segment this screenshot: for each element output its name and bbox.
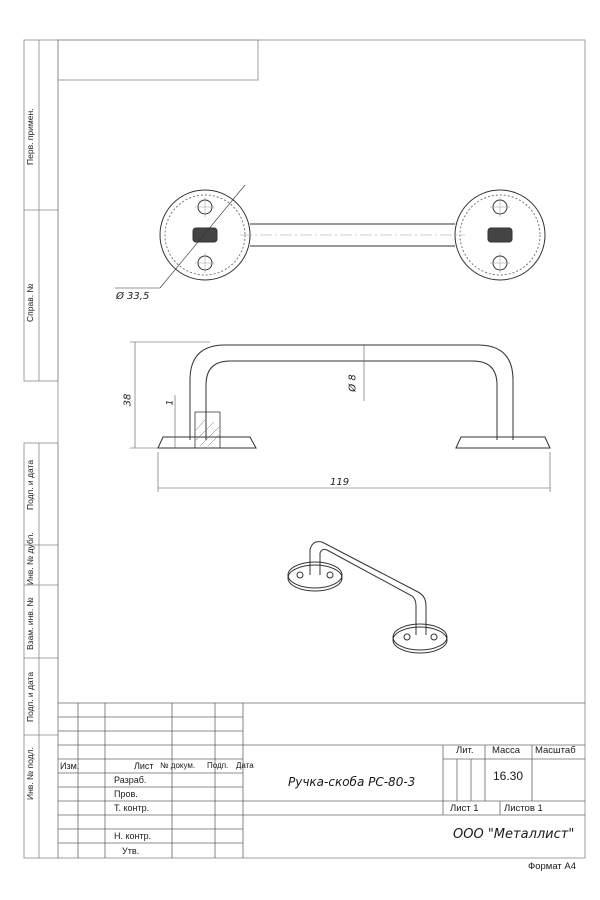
part-name: Ручка-скоба РС-80-3: [288, 775, 416, 789]
front-view: [130, 342, 550, 492]
row-razrab: Разраб.: [114, 775, 147, 785]
col-podp: Подп.: [207, 761, 229, 770]
mass-label: Масса: [492, 745, 521, 756]
stamp-inv-dubl: Инв. № дубл.: [25, 532, 35, 585]
col-data: Дата: [236, 761, 254, 770]
scale-label: Масштаб: [535, 745, 576, 756]
row-utv: Утв.: [122, 846, 140, 856]
stamp-podp-data-1: Подп. и дата: [25, 459, 35, 510]
stamp-vzam-inv: Взам. инв. №: [25, 597, 35, 650]
sheet-number: Лист 1: [450, 803, 479, 814]
row-n-kontr: Н. контр.: [114, 831, 152, 841]
col-list: Лист: [134, 761, 154, 771]
col-izm: Изм.: [60, 761, 80, 771]
row-prov: Пров.: [114, 789, 138, 799]
stamp-inv-podl: Инв. № подл.: [25, 747, 35, 800]
col-no-dokum: № докум.: [160, 761, 196, 770]
dim-length: 119: [330, 477, 350, 488]
dim-diameter: Ø 33,5: [116, 291, 150, 302]
frame-lines: [24, 40, 585, 858]
top-view: [115, 185, 545, 288]
row-t-kontr: Т. контр.: [114, 803, 150, 813]
mass-value: 16.30: [493, 769, 524, 783]
stamp-sprav-no: Справ. №: [25, 283, 35, 322]
paper-format: Формат А4: [528, 861, 577, 872]
isometric-view: [288, 542, 447, 653]
dim-height: 38: [122, 393, 134, 407]
stamp-perv-primen: Перв. примен.: [25, 108, 35, 165]
stamp-podp-data-2: Подп. и дата: [25, 671, 35, 722]
lit-label: Лит.: [456, 745, 474, 756]
sheets-total: Листов 1: [504, 803, 543, 814]
dim-base-thickness: 1: [165, 399, 176, 406]
dim-rod: Ø 8: [347, 374, 359, 392]
company-name: ООО "Металлист": [453, 827, 575, 842]
